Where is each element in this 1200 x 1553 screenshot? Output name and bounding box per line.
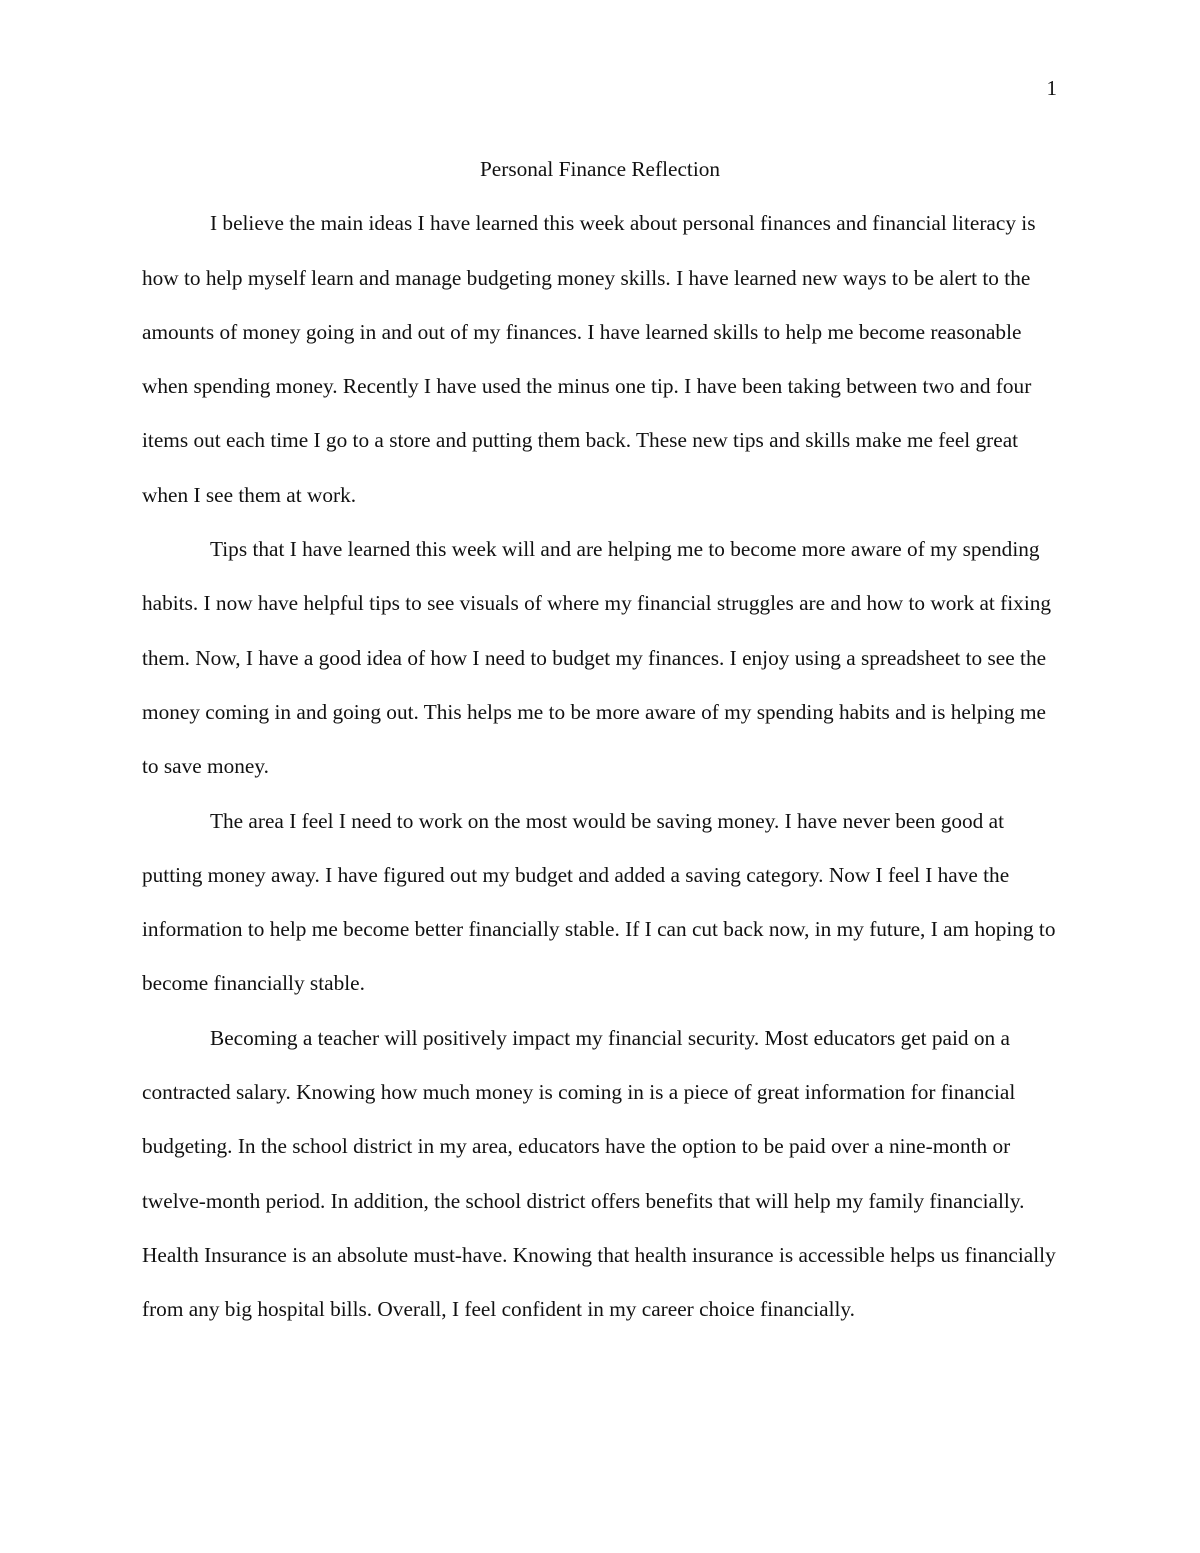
- paragraph-3: The area I feel I need to work on the most would be saving money. I have never been good at putting money away. I have figured out my budget and added a saving category. Now I feel I have the information to help me become better financially stable. If I can cut back now, in my future, I am hoping to become financially stable.: [142, 808, 1056, 996]
- document-body: [142, 142, 1058, 1337]
- paragraph-2: Tips that I have learned this week will and are helping me to become more aware of my spending habits. I now have helpful tips to see visuals of where my financial struggles are and how to work at fixing them. Now, I have a good idea of how I need to budget my finances. I enjoy using a spreadsheet to see the money coming in and going out. This helps me to be more aware of my spending habits and is helping me to save money.: [142, 537, 1052, 779]
- document-title: Personal Finance Reflection: [479, 157, 721, 181]
- paragraph-1: I believe the main ideas I have learned this week about personal finances and financial literacy is how to help myself learn and manage budgeting money skills. I have learned new ways to be alert to the amounts of money going in and out of my finances. I have learned skills to help me become reasonable when spending money. Recently I have used the minus one tip. I have been taking between two and four items out each time I go to a store and putting them back. These new tips and skills make me feel great when I see them at work.: [142, 211, 1036, 507]
- paragraph-4: Becoming a teacher will positively impact my financial security. Most educators get paid on a contracted salary. Knowing how much money is coming in is a piece of great information for financial budgeting. In the school district in my area, educators have the option to be paid over a nine-month or twelve-month period. In addition, the school district offers benefits that will help my family financially. Health Insurance is an absolute must-have. Knowing that health insurance is accessible helps us financially from any big hospital bills. Overall, I feel confident in my career choice financially.: [142, 1025, 1056, 1322]
- page-number: 1: [1046, 76, 1057, 100]
